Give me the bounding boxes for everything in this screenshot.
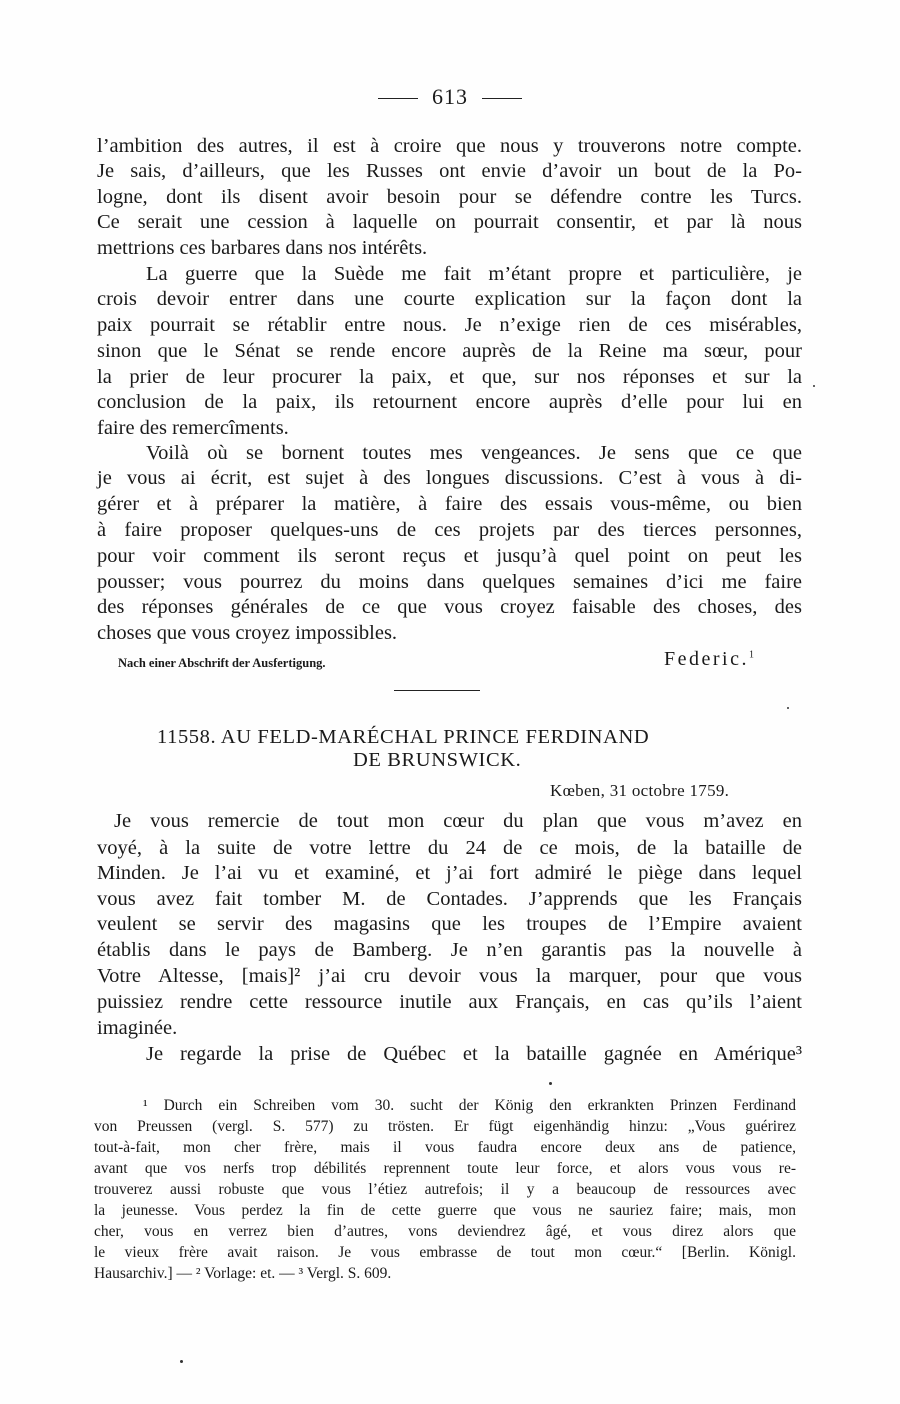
text-line: La guerre que la Suède me fait m’étant propre et particulière, je: [146, 263, 802, 285]
ink-speck: [813, 385, 815, 387]
letter-line: Votre Altesse, [mais]² j’ai cru devoir vous la marquer, pour que vous: [97, 965, 802, 987]
text-line: choses que vous croyez impossibles.: [97, 622, 398, 644]
text-line: pousser; vous pourrez du moins dans quelques semaines d’ici me faire: [97, 571, 802, 593]
page-number: 613: [0, 84, 900, 110]
source-note: Nach einer Abschrift der Ausfertigung.: [118, 656, 326, 670]
letter-line: voyé, à la suite de votre lettre du 24 de ce mois, de la bataille de: [97, 837, 802, 859]
section-divider: [394, 690, 480, 691]
letter-line: imaginée.: [97, 1017, 178, 1039]
letter-line: Je vous remercie de tout mon cœur du plan que vous m’avez en: [114, 810, 802, 832]
text-line: logne, dont ils disent avoir besoin pour se défendre contre les Turcs.: [97, 186, 802, 208]
footnote-line: trouverez aussi robuste que vous l’étiez autrefois; il y a beaucoup de ressources avec: [94, 1181, 796, 1198]
letter-line: établis dans le pays de Bamberg. Je n’en garantis pas la nouvelle à: [97, 939, 802, 961]
text-line: sinon que le Sénat se rende encore auprès de la Reine ma sœur, pour: [97, 340, 802, 362]
letter-heading: 11558. AU FELD-MARÉCHAL PRINCE FERDINAND: [157, 726, 650, 748]
footnote-line: avant que vos nerfs trop débilités reprennent toute leur force, et alors vous vous re-: [94, 1160, 796, 1177]
page-number-right-dash: [482, 98, 522, 99]
letter-line: Je regarde la prise de Québec et la bataille gagnée en Amérique³: [146, 1043, 802, 1065]
footnote-line: ¹ Durch ein Schreiben vom 30. sucht der König den erkrankten Prinzen Ferdinand: [143, 1097, 796, 1114]
ink-speck: [787, 707, 789, 709]
text-line: faire des remercîments.: [97, 417, 289, 439]
text-line: Je sais, d’ailleurs, que les Russes ont envie d’avoir un bout de la Po-: [97, 160, 802, 182]
text-line: des réponses générales de ce que vous croyez faisable des choses, des: [97, 596, 802, 618]
text-line: conclusion de la paix, ils retournent encore auprès d’elle pour lui en: [97, 391, 802, 413]
text-line: gérer et à préparer la matière, à faire des essais vous-même, ou bien: [97, 493, 802, 515]
text-line: Ce serait une cession à laquelle on pourrait consentir, et par là nous: [97, 211, 802, 233]
letter-line: vous avez fait tomber M. de Contades. J’apprends que les Français: [97, 888, 802, 910]
text-line: l’ambition des autres, il est à croire que nous y trouverons notre compte.: [97, 135, 802, 157]
text-line: Voilà où se bornent toutes mes vengeances. Je sens que ce que: [146, 442, 802, 464]
letter-line: Minden. Je l’ai vu et examiné, et j’ai fort admiré le piège dans lequel: [97, 862, 802, 884]
text-line: pour voir comment ils seront reçus et jusqu’à quel point on peut les: [97, 545, 802, 567]
footnote-line: la jeunesse. Vous perdez la fin de cette guerre que vous ne sauriez faire; mais, mon: [94, 1202, 796, 1219]
text-line: je vous ai écrit, est sujet à des longues discussions. C’est à vous à di-: [97, 467, 802, 489]
text-line: la prier de leur procurer la paix, et que, sur nos réponses et sur la: [97, 366, 802, 388]
footnote-line: le vieux frère avait raison. Je vous embrasse de tout mon cœur.“ [Berlin. Königl.: [94, 1244, 796, 1261]
text-line: crois devoir entrer dans une courte explication sur la façon dont la: [97, 288, 802, 310]
text-line: paix pourrait se rétablir entre nous. Je n’exige rien de ces misérables,: [97, 314, 802, 336]
place-date: Kœben, 31 octobre 1759.: [550, 781, 730, 800]
text-line: à faire proposer quelques-uns de ces projets par des tierces personnes,: [97, 519, 802, 541]
footnote-line: von Preussen (vergl. S. 577) zu trösten. Er fügt eigenhändig hinzu: „Vous guérirez: [94, 1118, 796, 1135]
page-number-left-dash: [378, 98, 418, 99]
footnote-line: tout-à-fait, mon cher frère, mais il vous faudra encore deux ans de patience,: [94, 1139, 796, 1156]
ink-speck: [549, 1082, 552, 1085]
letter-heading-continued: DE BRUNSWICK.: [353, 749, 522, 771]
footnote-line: cher, vous en verrez bien d’autres, vons deviendrez âgé, et vous direz alors que: [94, 1223, 796, 1240]
ink-speck: [180, 1360, 183, 1363]
text-line: mettrions ces barbares dans nos intérêts.: [97, 237, 428, 259]
footnote-line: Hausarchiv.] — ² Vorlage: et. — ³ Vergl. S. 609.: [94, 1265, 392, 1282]
letter-line: veulent se servir des magasins que les troupes de l’Empire avaient: [97, 913, 802, 935]
signature: Federic.$^1$: [664, 648, 754, 670]
letter-line: puissiez rendre cette ressource inutile aux Français, en cas qu’ils l’aient: [97, 991, 802, 1013]
